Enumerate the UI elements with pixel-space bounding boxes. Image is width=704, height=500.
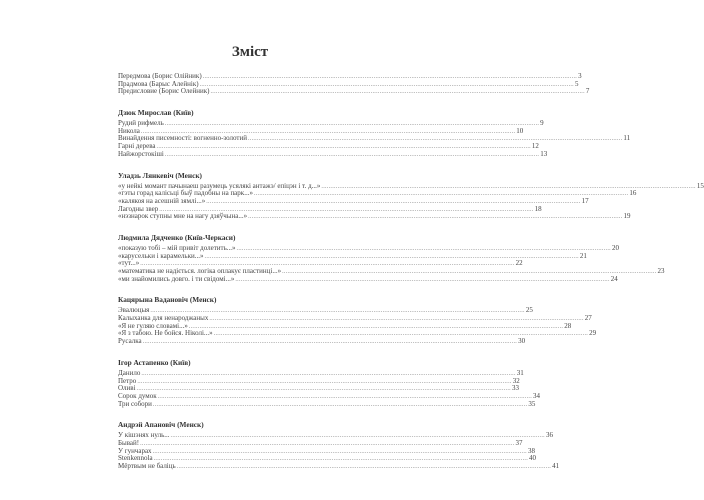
dot-leader: [254, 191, 628, 199]
author-heading: Андрэй Апановіч (Менск): [118, 420, 204, 430]
dot-leader: [282, 269, 656, 277]
entry-page-number: 27: [584, 314, 592, 323]
toc-section: [118, 72, 590, 96]
author-heading: Уладзь Лянкевіч (Менск): [118, 170, 202, 180]
dot-leader: [189, 324, 563, 332]
dot-leader: [248, 136, 622, 144]
entry-page-number: 16: [629, 189, 637, 198]
entry-page-number: 20: [611, 243, 619, 252]
dot-leader: [235, 277, 609, 285]
entry-title: Оливі: [118, 384, 136, 393]
entry-title: Эвалюцыя: [118, 306, 150, 315]
toc-entry: [118, 329, 597, 338]
entry-page-number: 17: [581, 196, 589, 205]
entry-page-number: 31: [516, 368, 524, 377]
entry-page-number: 38: [527, 446, 535, 455]
entry-title: «Я не гуляю словамі...»: [118, 321, 188, 330]
entry-title: Русалка: [118, 337, 142, 346]
toc-entry: [118, 251, 587, 261]
dot-leader: [237, 246, 611, 254]
entry-page-number: 35: [528, 399, 536, 408]
toc-section: [118, 293, 597, 346]
entry-title: У гунчарах: [118, 446, 152, 455]
dot-leader: [210, 89, 584, 97]
entry-page-number: 28: [564, 321, 572, 330]
dot-leader: [200, 82, 574, 90]
entry-page-number: 11: [623, 134, 631, 143]
entry-page-number: 15: [696, 181, 704, 190]
entry-page-number: 18: [534, 204, 542, 213]
entry-page-number: 23: [657, 267, 665, 275]
entry-title: Петро: [118, 376, 137, 385]
dot-leader: [177, 464, 551, 472]
toc-entry: [118, 212, 631, 221]
toc-section: [118, 231, 665, 283]
entry-page-number: 25: [525, 306, 533, 315]
entry-title: «Я з табою. Не бойся. Ніколі...»: [118, 329, 213, 338]
entry-title: Сорок думок: [118, 391, 157, 400]
dot-leader: [141, 371, 515, 379]
entry-title: У кішэнях нуль...: [118, 431, 170, 440]
dot-leader: [158, 394, 532, 402]
table-of-contents: [118, 70, 704, 471]
entry-title: Рудий рифмель: [118, 119, 164, 128]
entry-title: Винайдення писемності: вогненно-золотий: [118, 134, 247, 143]
entry-title: Предисловие (Борис Олейник): [118, 87, 210, 96]
author-heading: Дзюк Мирослав (Київ): [118, 108, 194, 118]
entry-title: «тут...»: [118, 259, 140, 268]
entry-page-number: 19: [623, 212, 631, 221]
entry-page-number: 13: [540, 149, 548, 158]
dot-leader: [203, 74, 577, 82]
toc-section: [118, 169, 704, 221]
entry-title: Лагодны звер: [118, 204, 159, 213]
entry-page-number: 33: [511, 384, 519, 393]
entry-title: «нэзнарок ступны мне на нагу дзяўчына...»: [118, 212, 248, 221]
toc-entry: [118, 337, 526, 346]
entry-title: «карусельки і карамельки...»: [118, 251, 204, 260]
entry-title: Stenkennola: [118, 454, 153, 463]
entry-title: Данило: [118, 368, 141, 377]
toc-entry: [118, 87, 590, 96]
dot-leader: [157, 144, 531, 152]
dot-leader: [171, 433, 545, 441]
page-title: Зміст: [231, 44, 269, 60]
entry-title: Мёртвым не баліць: [118, 462, 176, 470]
entry-page-number: 24: [610, 274, 618, 283]
dot-leader: [214, 331, 588, 339]
entry-page-number: 36: [545, 431, 553, 440]
entry-title: Три собори: [118, 399, 152, 408]
dot-leader: [321, 184, 695, 192]
entry-title: Прадмова (Барыс Алейнік): [118, 79, 199, 88]
toc-entry: [118, 438, 523, 448]
entry-title: Никола: [118, 126, 140, 135]
toc-entry: [118, 376, 520, 386]
entry-page-number: 29: [589, 329, 597, 338]
entry-title: Гарні дерева: [118, 142, 156, 151]
entry-page-number: 5: [574, 79, 579, 88]
dot-leader: [143, 339, 517, 347]
toc-entry: [118, 399, 536, 409]
toc-entry: [118, 384, 519, 393]
entry-page-number: 30: [518, 337, 526, 346]
entry-page-number: 3: [578, 72, 582, 80]
entry-page-number: 9: [540, 119, 544, 128]
author-heading: Людмила Дядченко (Київ-Черкаси): [118, 232, 236, 242]
toc-entry: [118, 431, 553, 440]
entry-title: «калякоя на асешній зямлі...»: [118, 196, 206, 205]
dot-leader: [248, 214, 622, 222]
toc-entry: [118, 149, 548, 159]
entry-title: Калыханка для ненароджаных: [118, 314, 209, 323]
entry-page-number: 41: [552, 462, 560, 470]
toc-section: [118, 106, 631, 158]
toc-entry: [118, 446, 535, 456]
toc-entry: [118, 391, 541, 401]
dot-leader: [137, 386, 511, 394]
dot-leader: [154, 456, 528, 464]
toc-section: [118, 418, 560, 470]
toc-entry: [118, 119, 544, 128]
entry-title: «математика не надіється. логіка оплакує пластинці...»: [118, 267, 282, 275]
dot-leader: [206, 199, 580, 207]
toc-entry: [118, 368, 524, 378]
dot-leader: [153, 402, 527, 410]
toc-entry: [118, 274, 618, 284]
dot-leader: [137, 379, 511, 387]
entry-page-number: 10: [516, 126, 524, 135]
entry-page-number: 7: [585, 87, 590, 96]
entry-title: Найжорстокіші: [118, 149, 164, 158]
toc-entry: [118, 134, 631, 143]
entry-page-number: 37: [515, 438, 523, 447]
dot-leader: [165, 121, 539, 129]
toc-entry: [118, 196, 589, 206]
entry-title: «ми знайомились довго. і ти свідомі...»: [118, 274, 235, 283]
author-heading: Ігор Астапенко (Київ): [118, 357, 191, 367]
toc-entry: [118, 462, 560, 471]
entry-page-number: 22: [515, 259, 523, 268]
author-heading: Кацярына Вадановіч (Менск): [118, 295, 217, 305]
entry-title: «у нейкі момант пачынаеш разумець усялякі антажэ/ епіцэн і т. д...»: [118, 181, 321, 190]
entry-page-number: 12: [531, 142, 539, 151]
entry-title: Бывай!: [118, 438, 140, 447]
entry-title: «показую тобі – мій привіт долетить...»: [118, 243, 236, 252]
toc-section: [118, 356, 541, 408]
entry-page-number: 40: [529, 454, 537, 463]
dot-leader: [140, 441, 514, 449]
entry-title: «гэты горад калісьці быў падобны на парк...»: [118, 189, 253, 198]
dot-leader: [209, 316, 583, 324]
entry-title: Передмова (Борис Олійник): [118, 72, 202, 80]
entry-page-number: 34: [533, 391, 541, 400]
dot-leader: [153, 449, 527, 457]
entry-page-number: 32: [512, 376, 520, 385]
dot-leader: [165, 152, 539, 160]
entry-page-number: 21: [579, 251, 587, 260]
